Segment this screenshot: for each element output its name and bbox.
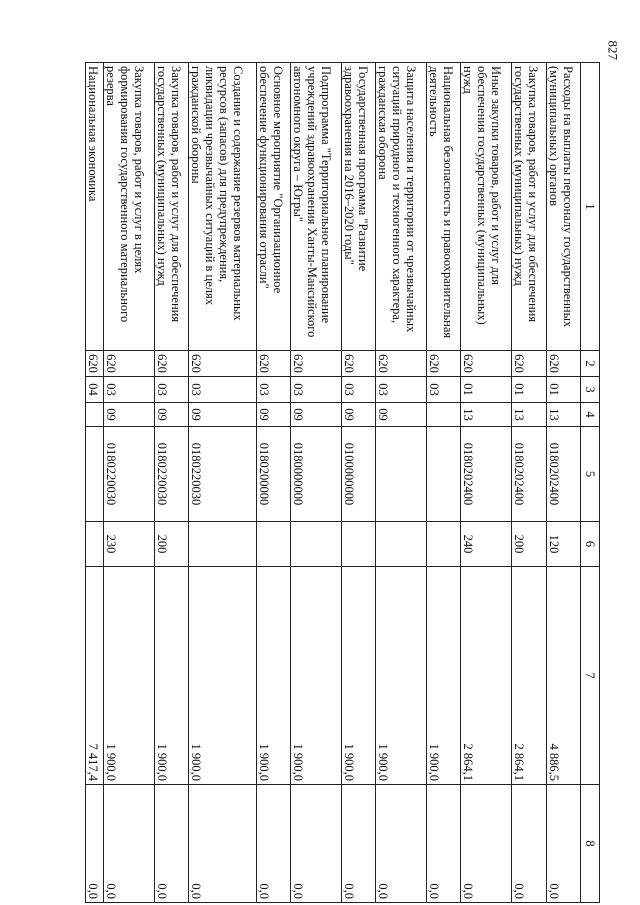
table-row [341,63,375,903]
cell-c4: 13 [461,403,512,427]
cell-c2: 620 [546,351,580,377]
cell-c3: 03 [427,377,461,403]
cell-c7: 4 886,5 [546,567,580,785]
cell-c8: 0,0 [512,785,546,903]
cell-c5: 0180202400 [461,427,512,522]
table-row [461,63,512,903]
cell-c3: 03 [341,377,375,403]
cell-c3: 03 [256,377,290,403]
cell-c7: 1 900,0 [189,567,257,785]
cell-c2: 620 [461,351,512,377]
cell-c8: 0,0 [341,785,375,903]
table-row [376,63,427,903]
cell-c5: 0180220030 [189,427,257,522]
cell-c4 [86,403,104,427]
cell-c8: 0,0 [154,785,188,903]
cell-c7: 2 864,1 [512,567,546,785]
table-row [189,63,257,903]
cell-c6 [290,522,341,567]
cell-c8: 0,0 [103,785,154,903]
cell-name: Защита населения и территории от чрезвычайных ситуаций природного и техногенного характера, гражданская оборона [376,63,427,351]
table-row [103,63,154,903]
cell-c5: 0180220030 [154,427,188,522]
col-header-5: 5 [581,427,600,522]
cell-c8: 0,0 [189,785,257,903]
cell-name: Национальная безопасность и правоохранительная деятельность [427,63,461,351]
cell-c2: 620 [154,351,188,377]
cell-c5: 0100000000 [341,427,375,522]
cell-c3: 03 [290,377,341,403]
cell-c4: 09 [256,403,290,427]
cell-c4: 09 [376,403,427,427]
cell-name: Закупка товаров, работ и услуг в целях формирования государственного материального резерва [103,63,154,351]
cell-c8: 0,0 [461,785,512,903]
cell-c2: 620 [189,351,257,377]
cell-c4 [427,403,461,427]
col-header-1: 1 [581,63,600,351]
cell-c4: 13 [512,403,546,427]
col-header-3: 3 [581,377,600,403]
cell-c5 [376,427,427,522]
cell-c2: 620 [103,351,154,377]
cell-c2: 620 [376,351,427,377]
cell-c7: 7 417,4 [86,567,104,785]
cell-c8: 0,0 [546,785,580,903]
cell-name: Подпрограмма "Территориальное планирование учреждений здравоохранения Ханты-Мансийского автономного округа – Югры" [290,63,341,351]
col-header-2: 2 [581,351,600,377]
cell-name: Государственная программа "Развитие здравоохранения на 2016–2020 годы" [341,63,375,351]
cell-c6: 230 [103,522,154,567]
table-row [290,63,341,903]
table-row [154,63,188,903]
table-row [427,63,461,903]
cell-c4: 09 [341,403,375,427]
cell-name: Закупка товаров, работ и услуг для обеспечения государственных (муниципальных) нужд [512,63,546,351]
cell-c8: 0,0 [256,785,290,903]
cell-c3: 03 [103,377,154,403]
cell-c3: 03 [154,377,188,403]
cell-c6 [256,522,290,567]
cell-c4: 09 [154,403,188,427]
col-header-8: 8 [581,785,600,903]
cell-c5: 0180220030 [103,427,154,522]
cell-name: Закупка товаров, работ и услуг для обеспечения государственных (муниципальных) нужд [154,63,188,351]
col-header-4: 4 [581,403,600,427]
cell-c7: 1 900,0 [103,567,154,785]
cell-c7: 1 900,0 [427,567,461,785]
cell-c3: 03 [376,377,427,403]
cell-c6 [376,522,427,567]
cell-c6: 200 [154,522,188,567]
cell-c8: 0,0 [290,785,341,903]
cell-c2: 620 [512,351,546,377]
cell-c2: 620 [341,351,375,377]
cell-c4: 09 [290,403,341,427]
cell-c6: 240 [461,522,512,567]
cell-c3: 01 [512,377,546,403]
cell-c6 [427,522,461,567]
cell-c2: 620 [427,351,461,377]
cell-c5: 0180202400 [512,427,546,522]
cell-c3: 03 [189,377,257,403]
cell-c2: 620 [290,351,341,377]
cell-c6: 200 [512,522,546,567]
cell-c5: 0180202400 [546,427,580,522]
cell-name: Создание и содержание резервов материальных ресурсов (запасов) для предупреждения, ликвидации чрезвычайных ситуаций в целях гражданской обороны [189,63,257,351]
cell-c6 [189,522,257,567]
cell-c2: 620 [256,351,290,377]
cell-c6 [86,522,104,567]
cell-c7: 1 900,0 [290,567,341,785]
cell-c3: 01 [546,377,580,403]
cell-c8: 0,0 [86,785,104,903]
cell-c8: 0,0 [427,785,461,903]
table-row [546,63,580,903]
cell-c2: 620 [86,351,104,377]
cell-c3: 01 [461,377,512,403]
cell-c5: 0180200000 [256,427,290,522]
cell-name: Национальная экономика [86,63,104,351]
cell-c7: 1 900,0 [154,567,188,785]
cell-c6: 120 [546,522,580,567]
cell-c3: 04 [86,377,104,403]
cell-c5: 0180000000 [290,427,341,522]
cell-c5 [427,427,461,522]
cell-c7: 1 900,0 [256,567,290,785]
cell-name: Основное мероприятие "Организационное обеспечение функционирования отрасли" [256,63,290,351]
cell-c4: 09 [189,403,257,427]
table-header-row [581,63,600,903]
table-row [86,63,104,903]
cell-c4: 09 [103,403,154,427]
col-header-7: 7 [581,567,600,785]
page-number: 827 [605,40,620,60]
cell-c7: 1 900,0 [341,567,375,785]
budget-table [85,62,600,903]
table-row [256,63,290,903]
table-row [512,63,546,903]
cell-c7: 1 900,0 [376,567,427,785]
cell-c4: 13 [546,403,580,427]
cell-name: Иные закупки товаров, работ и услуг для обеспечения государственных (муниципальных) нужд [461,63,512,351]
col-header-6: 6 [581,522,600,567]
cell-name: Расходы на выплаты персоналу государственных (муниципальных) органов [546,63,580,351]
cell-c5 [86,427,104,522]
cell-c8: 0,0 [376,785,427,903]
rotated-budget-table [85,62,600,902]
cell-c7: 2 864,1 [461,567,512,785]
cell-c6 [341,522,375,567]
